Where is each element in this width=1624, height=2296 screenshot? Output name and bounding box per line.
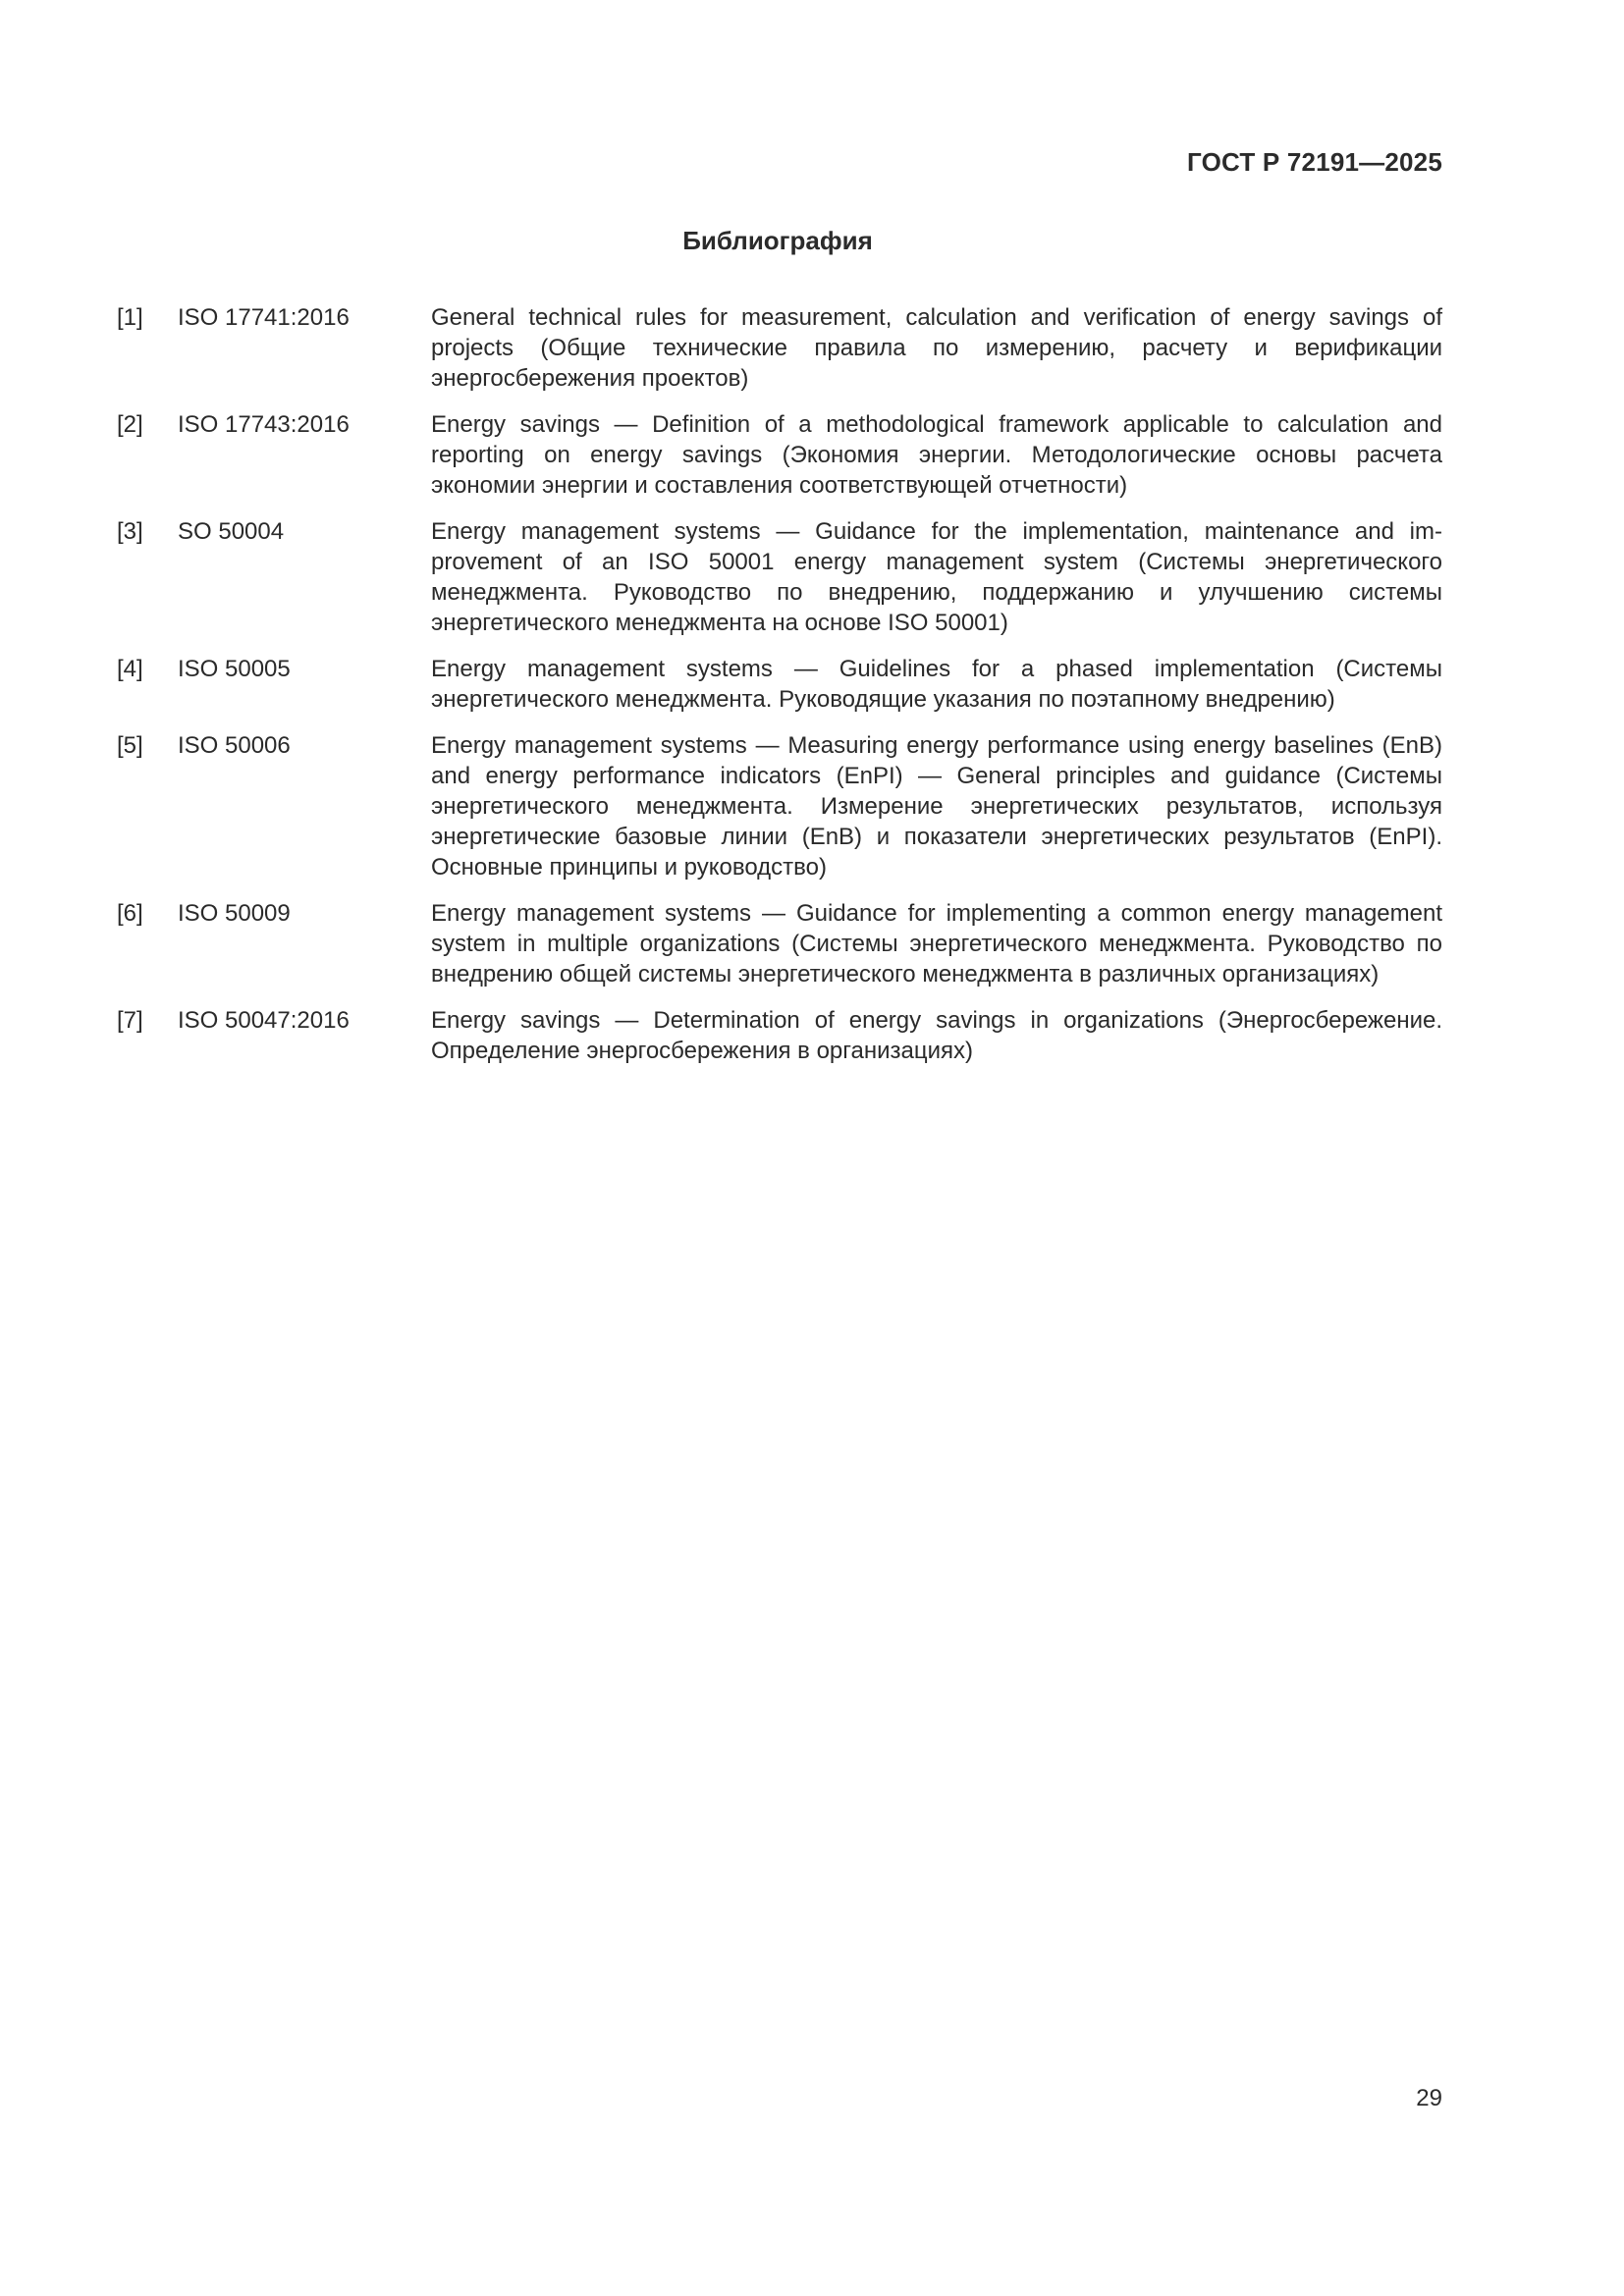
entry-description: Energy management systems — Guidance for the implementation, maintenance and improvement of an ISO 50001 energy management system (Системы энергетического менеджмента. Руководство по внедрению, поддержанию и улучшению системы энергетического менеджмента на основе ISO 50001) <box>431 518 1442 636</box>
entry-standard-code: ISO 17741:2016 <box>178 304 350 331</box>
entry-description: Energy savings — Definition of a methodological framework applicable to calculation and reporting on energy savings (Экономия энергии. Методологические основы расчета экономии энергии и составления соответствующей отчетности) <box>431 411 1442 499</box>
entry-description: Energy management systems — Measuring energy performance using energy baselines (EnB) and energy performance indicators (EnPI) — General principles and guidance (Системы энергетического менеджмента. Измерение энергетических результатов, используя энергетические базовые линии (EnB) и показатели энергетических результатов (EnPI). Основные принципы и руководство) <box>431 732 1442 881</box>
entry-number: [1] <box>117 304 143 331</box>
entry-number: [3] <box>117 518 143 545</box>
page-number: 29 <box>1416 2085 1442 2111</box>
entry-description: Energy savings — Determination of energy savings in organizations (Энергосбережение. Определение энергосбережения в организациях) <box>431 1007 1442 1064</box>
bibliography-entry <box>117 898 1442 989</box>
bibliography-entry <box>117 516 1442 638</box>
entry-description: Energy management systems — Guidance for implementing a common energy management system in multiple organizations (Системы энергетического менеджмента. Руководство по внедрению общей системы энергетического менеджмента в различных организациях) <box>431 900 1442 988</box>
entry-number: [7] <box>117 1007 143 1034</box>
document-code: ГОСТ Р 72191—2025 <box>1187 147 1442 177</box>
entry-description: Energy management systems — Guidelines for a phased implementation (Системы энергетического менеджмента. Руководящие указания по поэтапному внедрению) <box>431 656 1442 713</box>
bibliography-entry <box>117 654 1442 715</box>
bibliography-entry <box>117 302 1442 394</box>
section-title: Библиография <box>682 226 873 255</box>
entry-number: [5] <box>117 732 143 759</box>
entry-standard-code: ISO 50006 <box>178 732 291 759</box>
entry-standard-code: SO 50004 <box>178 518 285 545</box>
entry-standard-code: ISO 50047:2016 <box>178 1007 350 1034</box>
bibliography-entry <box>117 1005 1442 1066</box>
bibliography-entry <box>117 730 1442 882</box>
entry-standard-code: ISO 17743:2016 <box>178 411 350 438</box>
bibliography-list <box>117 302 1442 1082</box>
entry-standard-code: ISO 50005 <box>178 656 291 682</box>
bibliography-entry <box>117 409 1442 501</box>
entry-number: [6] <box>117 900 143 927</box>
entry-number: [4] <box>117 656 143 682</box>
entry-number: [2] <box>117 411 143 438</box>
entry-description: General technical rules for measurement, calculation and verification of energy savings of projects (Общие технические правила по измерению, расчету и верификации энергосбережения проектов) <box>431 304 1442 392</box>
entry-standard-code: ISO 50009 <box>178 900 291 927</box>
